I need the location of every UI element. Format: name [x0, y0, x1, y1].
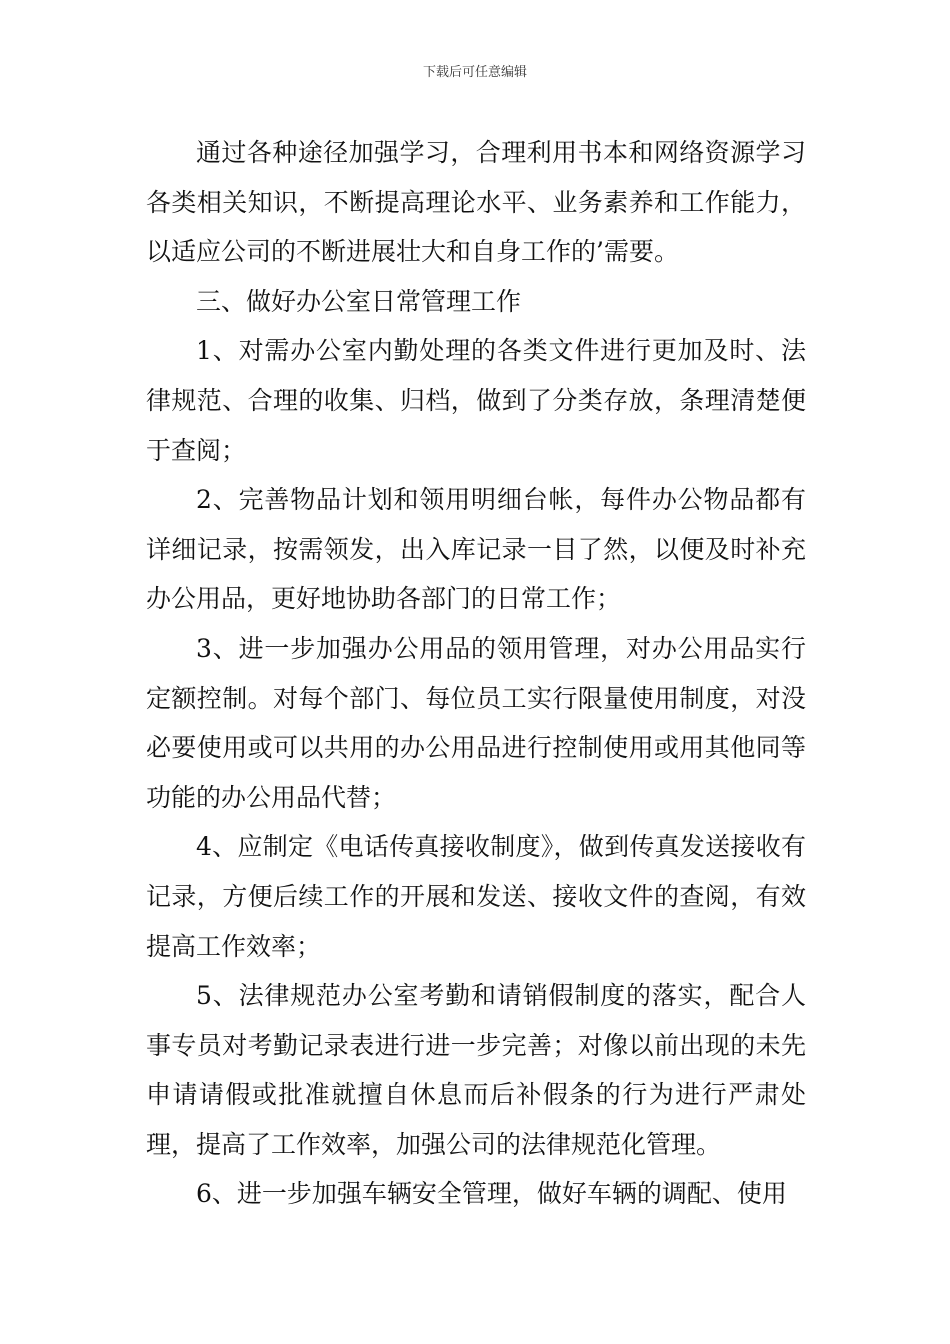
paragraph-item-3: 3、进一步加强办公用品的领用管理，对办公用品实行定额控制。对每个部门、每位员工实行限量使用制度，对没必要使用或可以共用的办公用品进行控制使用或用其他同等功能的办公用品代替； [146, 633, 806, 812]
section-heading-office-management: 三、做好办公室日常管理工作 [196, 286, 522, 316]
document-body [146, 128, 806, 1219]
paragraph-item-6: 6、进一步加强车辆安全管理，做好车辆的调配、使用 [196, 1179, 787, 1209]
paragraph-item-4: 4、应制定《电话传真接收制度》，做到传真发送接收有记录，方便后续工作的开展和发送、接收文件的查阅，有效提高工作效率； [146, 832, 806, 961]
paragraph-item-5: 5、法律规范办公室考勤和请销假制度的落实，配合人事专员对考勤记录表进行进一步完善；对像以前出现的未先申请请假或批准就擅自休息而后补假条的行为进行严肃处理，提高了工作效率，加强公司的法律规范化管理。 [146, 981, 806, 1159]
paragraph-study: 通过各种途径加强学习，合理利用书本和网络资源学习各类相关知识，不断提高理论水平、业务素养和工作能力，以适应公司的不断进展壮大和自身工作的’需要。 [146, 138, 806, 267]
page-header: 下载后可任意编辑 [422, 65, 527, 80]
paragraph-item-2: 2、完善物品计划和领用明细台帐，每件办公物品都有详细记录，按需领发，出入库记录一目了然，以便及时补充办公用品，更好地协助各部门的日常工作； [146, 485, 806, 614]
paragraph-item-1: 1、对需办公室内勤处理的各类文件进行更加及时、法律规范、合理的收集、归档，做到了分类存放，条理清楚便于查阅； [146, 336, 806, 465]
